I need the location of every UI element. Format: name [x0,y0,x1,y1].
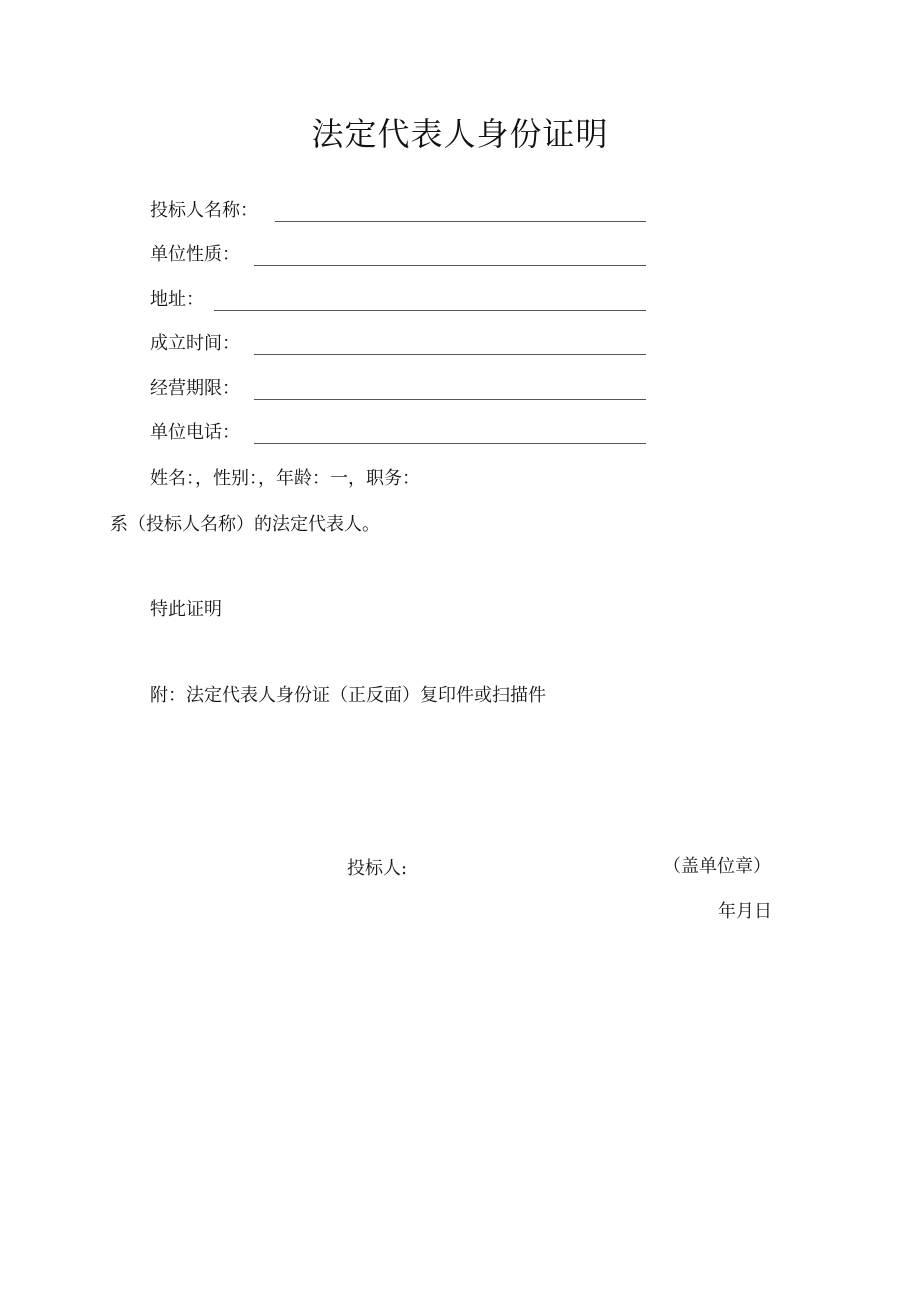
operating-period-field [150,374,650,402]
seal-note: （盖单位章） [663,856,771,877]
unit-phone-label: 单位电话： [150,422,240,443]
date-line: 年月日 [718,901,772,922]
address-field [150,285,650,313]
bidder-name-field [150,196,650,224]
operating-period-blank [254,399,646,400]
unit-phone-field [150,418,650,446]
relation-line: 系（投标人名称）的法定代表人。 [110,514,380,535]
unit-nature-blank [254,265,646,266]
established-date-field [150,329,650,357]
unit-nature-label: 单位性质： [150,244,240,265]
certify-text: 特此证明 [150,599,222,620]
operating-period-label: 经营期限： [150,378,240,399]
bidder-signature-label: 投标人: [347,858,408,879]
bidder-name-label: 投标人名称： [150,200,258,221]
attachment-note: 附：法定代表人身份证（正反面）复印件或扫描件 [150,685,546,706]
unit-nature-field [150,240,650,268]
address-label: 地址： [150,289,204,310]
unit-phone-blank [254,443,646,444]
bidder-name-blank [275,221,646,222]
address-blank [214,310,646,311]
document-title: 法定代表人身份证明 [311,115,609,153]
established-date-label: 成立时间： [150,333,240,354]
person-info-line: 姓名：，性别：，年龄：一，职务： [150,468,420,489]
established-date-blank [254,354,646,355]
